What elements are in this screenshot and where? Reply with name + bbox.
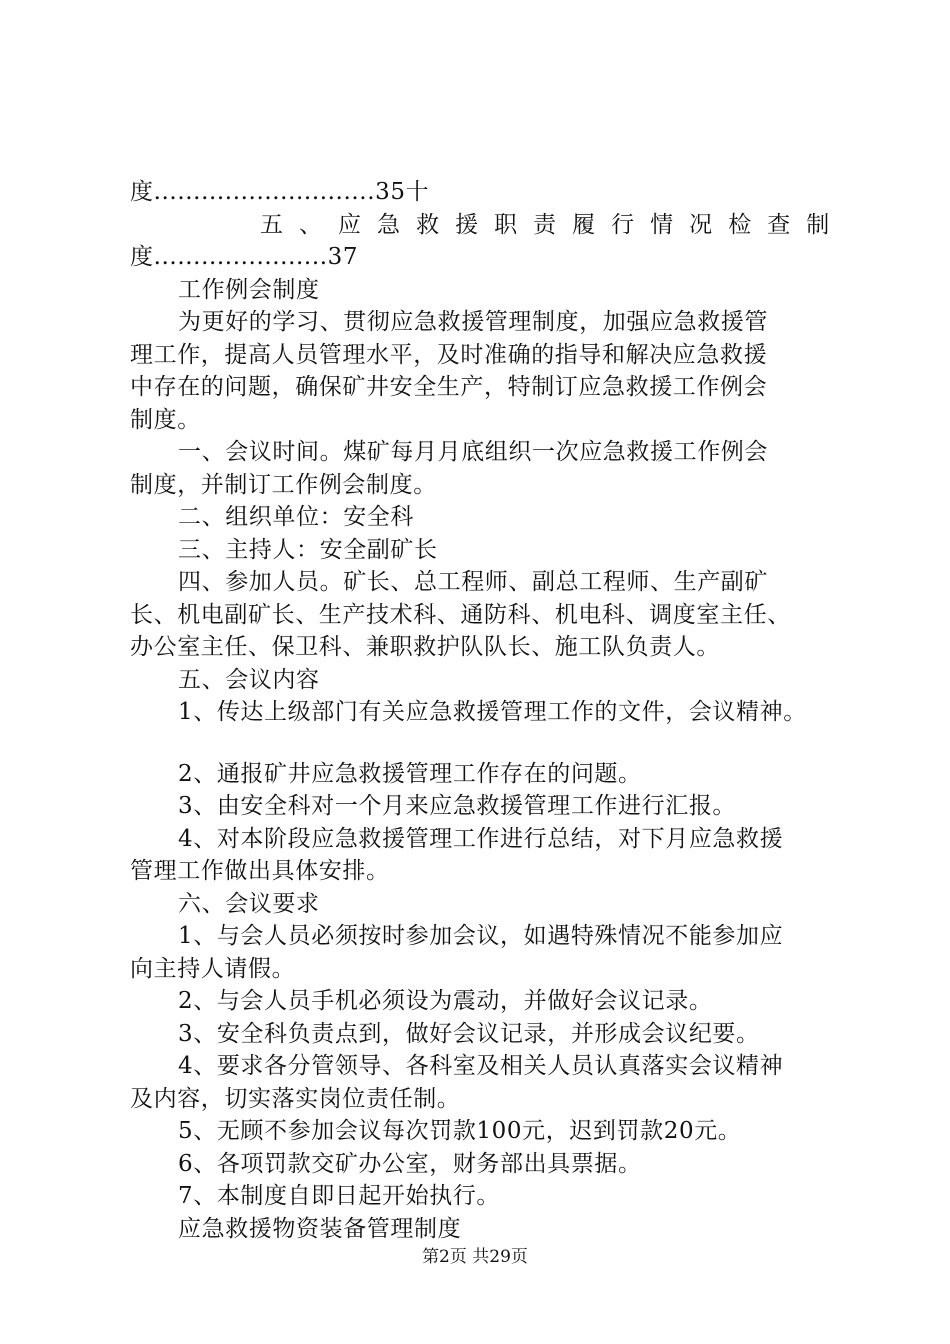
toc-char: 五 bbox=[260, 211, 284, 238]
toc-entry-5-tail: 度......................37 bbox=[130, 244, 359, 270]
paragraph-line: 3、由安全科对一个月来应急救援管理工作进行汇报。 bbox=[178, 793, 737, 819]
paragraph-line: 2、与会人员手机必须设为震动，并做好会议记录。 bbox=[178, 988, 713, 1014]
paragraph-line: 向主持人请假。 bbox=[130, 955, 296, 982]
paragraph-line: 理工作，提高人员管理水平，及时准确的指导和解决应急救援 bbox=[130, 341, 768, 368]
toc-char: 急 bbox=[377, 211, 401, 238]
paragraph-line: 五、会议内容 bbox=[178, 666, 320, 693]
paragraph-line: 2、通报矿井应急救援管理工作存在的问题。 bbox=[178, 760, 642, 787]
paragraph-line: 1、与会人员必须按时参加会议，如遇特殊情况不能参加应 bbox=[178, 923, 784, 949]
paragraph-line: 及内容，切实落实岗位责任制。 bbox=[130, 1085, 461, 1112]
paragraph-line: 制度，并制订工作例会制度。 bbox=[130, 471, 437, 498]
toc-entry-5-heading bbox=[130, 209, 830, 242]
toc-char: 检 bbox=[728, 211, 752, 238]
section-title: 工作例会制度 bbox=[178, 276, 320, 303]
section-title: 应急救援物资装备管理制度 bbox=[178, 1215, 462, 1242]
toc-char: 责 bbox=[533, 211, 557, 238]
paragraph-line: 制度。 bbox=[130, 406, 201, 433]
toc-char: 救 bbox=[416, 211, 440, 238]
toc-char: 援 bbox=[455, 211, 479, 238]
paragraph-line: 6、各项罚款交矿办公室，财务部出具票据。 bbox=[178, 1150, 642, 1177]
paragraph-line: 一、会议时间。煤矿每月月底组织一次应急救援工作例会 bbox=[178, 439, 768, 465]
paragraph-line: 1、传达上级部门有关应急救援管理工作的文件，会议精神。 bbox=[178, 699, 807, 725]
toc-char: 制 bbox=[806, 211, 830, 238]
toc-char: 况 bbox=[689, 211, 713, 238]
paragraph-line: 3、安全科负责点到，做好会议记录，并形成会议纪要。 bbox=[178, 1020, 760, 1047]
toc-char: 履 bbox=[572, 211, 596, 238]
paragraph-line: 中存在的问题，确保矿井安全生产，特制订应急救援工作例会 bbox=[130, 374, 768, 400]
paragraph-line: 7、本制度自即日起开始执行。 bbox=[178, 1183, 501, 1209]
paragraph-line: 长、机电副矿长、生产技术科、通防科、机电科、调度室主任、 bbox=[130, 601, 791, 628]
paragraph-line: 办公室主任、保卫科、兼职救护队队长、施工队负责人。 bbox=[130, 634, 720, 660]
blank-line bbox=[130, 729, 830, 758]
paragraph-line: 为更好的学习、贯彻应急救援管理制度，加强应急救援管 bbox=[178, 309, 768, 335]
paragraph-line: 二、组织单位：安全科 bbox=[178, 504, 414, 530]
paragraph-line: 5、无顾不参加会议每次罚款100元，迟到罚款20元。 bbox=[178, 1118, 742, 1144]
page-footer: 第2页 共29页 bbox=[422, 1247, 528, 1267]
toc-char: 查 bbox=[767, 211, 791, 238]
paragraph-line: 四、参加人员。矿长、总工程师、副总工程师、生产副矿 bbox=[178, 569, 768, 595]
paragraph-line: 4、要求各分管领导、各科室及相关人员认真落实会议精神 bbox=[178, 1053, 784, 1079]
document-body bbox=[130, 176, 830, 1245]
toc-char: 职 bbox=[494, 211, 518, 238]
toc-char: 行 bbox=[611, 211, 635, 238]
paragraph-line: 三、主持人：安全副矿长 bbox=[178, 536, 438, 563]
toc-char: 情 bbox=[650, 211, 674, 238]
paragraph-line: 管理工作做出具体安排。 bbox=[130, 858, 390, 884]
paragraph-line: 4、对本阶段应急救援管理工作进行总结，对下月应急救援 bbox=[178, 825, 784, 852]
toc-char: 、 bbox=[299, 211, 323, 238]
toc-char: 应 bbox=[338, 211, 362, 238]
toc-entry-4-tail: 度............................35十 bbox=[130, 179, 430, 205]
paragraph-line: 六、会议要求 bbox=[178, 890, 320, 917]
